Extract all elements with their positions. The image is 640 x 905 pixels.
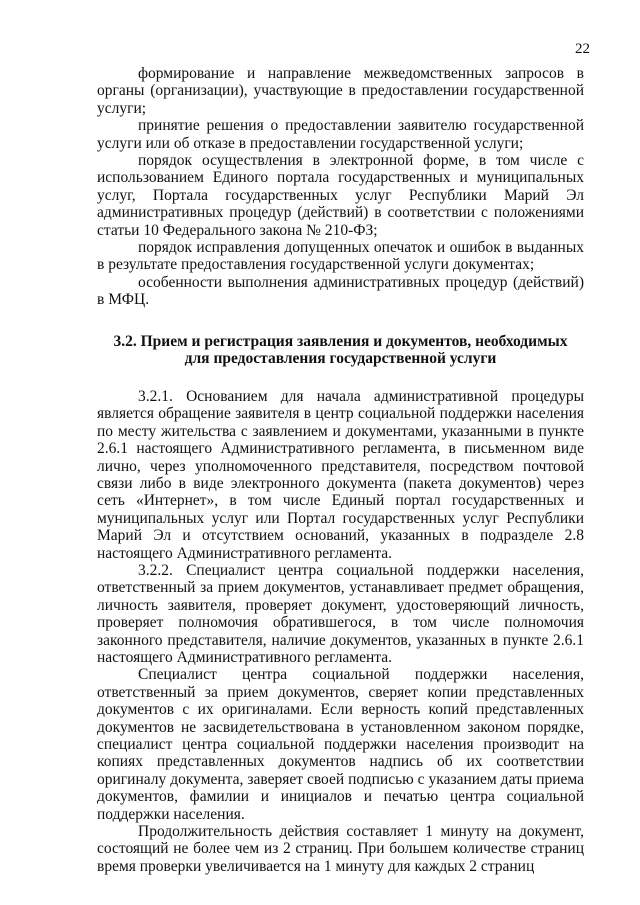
page-number: 22 [575,41,590,57]
intro-paragraph: порядок исправления допущенных опечаток и ошибок в выданных в результате предоставления государственной услуги документах; [97,239,584,274]
section-paragraph: Специалист центра социальной поддержки населения, ответственный за прием документов, сверяет копии представленных документов с их оригиналами. Если верность копий представленных документов не засвидетельствована в установленном законом порядке, специалист центра социальной поддержки населения производит на копиях представленных документов надпись об их соответствии оригиналу документа, заверяет своей подписью с указанием даты приема документов, фамилии и инициалов и печатью центра социальной поддержки населения. [97,666,584,823]
section-heading-line: 3.2. Прием и регистрация заявления и документов, необходимых [113,332,568,350]
section-paragraph: Продолжительность действия составляет 1 минуту на документ, состоящий не более чем из 2 страниц. При большем количестве страниц время проверки увеличивается на 1 минуту для каждых 2 страниц [97,823,584,875]
intro-paragraph: особенности выполнения административных процедур (действий) в МФЦ. [97,273,584,309]
section-heading-line: для предоставления государственной услуги [184,350,497,368]
section-paragraph: 3.2.2. Специалист центра социальной поддержки населения, ответственный за прием документов, устанавливает предмет обращения, личность заявителя, проверяет документ, удостоверяющий личность, проверяет полномочия обратившегося, в том числе полномочия законного представителя, наличие документов, указанных в пункте 2.6.1 настоящего Административного регламента. [97,561,584,666]
intro-paragraph: порядок осуществления в электронной форме, в том числе с использованием Единого портала государственных и муниципальных услуг, Портала государственных услуг Республики Марий Эл административных процедур (действий) в соответствии с положениями статьи 10 Федерального закона № 210-ФЗ; [97,152,584,239]
intro-paragraph: формирование и направление межведомственных запросов в органы (организации), участвующие в предоставлении государственной услуги; [97,65,584,117]
section-paragraph: 3.2.1. Основанием для начала административной процедуры является обращение заявителя в центр социальной поддержки населения по месту жительства с заявлением и документами, указанными в пункте 2.6.1 настоящего Административного регламента, в письменном виде лично, через уполномоченного представителя, посредством почтовой связи либо в виде электронного документа (пакета документов) через сеть «Интернет», в том числе Единый портал государственных и муниципальных услуг или Портал государственных услуг Республики Марий Эл и отсутствием оснований, указанных в подразделе 2.8 настоящего Административного регламента. [97,387,584,562]
document-body [97,65,584,875]
section-heading [97,333,584,368]
intro-paragraph: принятие решения о предоставлении заявителю государственной услуги или об отказе в предоставлении государственной услуги; [97,117,584,152]
